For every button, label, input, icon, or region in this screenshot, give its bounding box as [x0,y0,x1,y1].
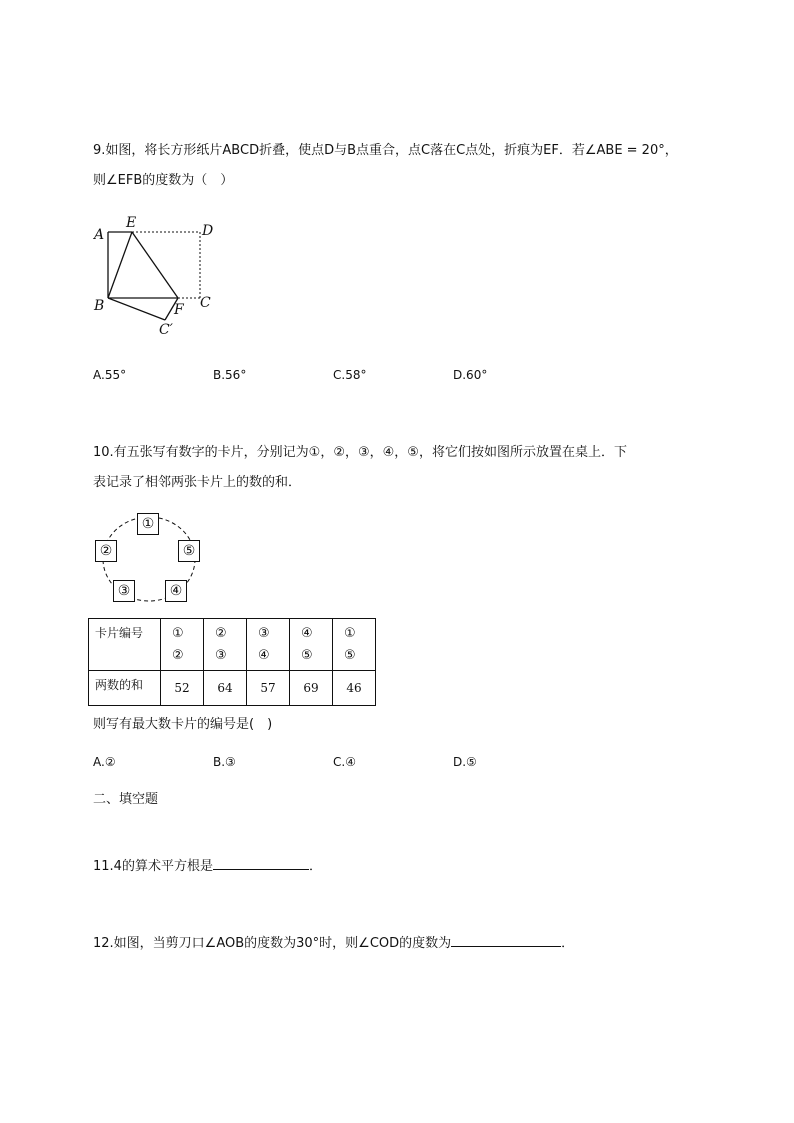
q9-segment-eb [108,232,132,298]
q10-table-pair [161,619,204,671]
q9-label-a: A [94,227,105,243]
pair-bottom: ② [172,648,184,663]
q10-sum-table [88,618,376,706]
q10-option-d[interactable]: D.⑤ [453,755,477,769]
q9-text-line1: 9.如图，将长方形纸片ABCD折叠，使点D与B点重合，点C落在C点处，折痕为EF．若∠ABE = 20°， [93,143,678,158]
q11-line [93,857,322,876]
pair-bottom: ⑤ [344,648,356,663]
q9-text-line2: 则∠EFB的度数为（ ） [93,173,234,188]
q10-question: 则写有最大数卡片的编号是( ) [93,717,273,732]
pair-bottom: ⑤ [301,648,313,663]
q12-answer-blank[interactable] [451,934,561,947]
q9-crease-ef [132,232,178,298]
pair-top: ① [344,626,356,641]
q10-option-c[interactable]: C.④ [333,755,356,769]
section-title-fill-in: 二、填空题 [93,792,159,807]
q10-option-a[interactable]: A.② [93,755,116,769]
q12-text: 12.如图，当剪刀口∠AOB的度数为30°时，则∠COD的度数为 [93,936,452,951]
q10-card-4: ④ [165,580,187,602]
pair-top: ② [215,626,227,641]
q10-table-row-pairs [89,619,376,671]
q9-option-b[interactable]: B.56° [213,368,247,382]
q10-table-pair [247,619,290,671]
q10-table-sum-value: 69 [290,671,333,706]
q9-label-f: F [174,302,184,318]
q10-table-row-sums [89,671,376,706]
pair-top: ③ [258,626,270,641]
q9-label-e: E [126,215,137,231]
q9-label-c: C [200,295,211,311]
q9-label-d: D [202,223,214,239]
q10-table-sum-label: 两数的和 [89,671,161,706]
pair-bottom: ④ [258,648,270,663]
q9-label-b: B [94,298,105,314]
q10-card-2: ② [95,540,117,562]
pair-bottom: ③ [215,648,227,663]
q10-text-line1: 10.有五张写有数字的卡片，分别记为①，②，③，④，⑤，将它们按如图所示放置在桌上．下 [93,445,627,460]
q11-text: 11.4的算术平方根是 [93,859,213,874]
q10-table-sum-value: 57 [247,671,290,706]
q10-table-sum-value: 46 [333,671,376,706]
q9-option-c[interactable]: C.58° [333,368,367,382]
q10-table-header: 卡片编号 [89,619,161,671]
q10-table-pair [333,619,376,671]
q10-card-5: ⑤ [178,540,200,562]
q10-card-1: ① [137,513,159,535]
q10-table-sum-value: 64 [204,671,247,706]
q10-option-b[interactable]: B.③ [213,755,236,769]
q12-line [93,934,574,953]
q10-table-pair [290,619,333,671]
q10-card-3: ③ [113,580,135,602]
q9-segment-bcp [108,298,165,320]
q9-option-d[interactable]: D.60° [453,368,488,382]
q9-figure [88,210,228,342]
q9-option-a[interactable]: A.55° [93,368,127,382]
q11-end: ． [308,859,322,874]
q10-table-pair [204,619,247,671]
pair-top: ④ [301,626,313,641]
q9-label-cprime: C′ [159,322,173,338]
q11-answer-blank[interactable] [213,857,309,870]
q10-text-line2: 表记录了相邻两张卡片上的数的和． [93,475,302,490]
q10-table-sum-value: 52 [161,671,204,706]
pair-top: ① [172,626,184,641]
q12-end: ． [561,936,575,951]
